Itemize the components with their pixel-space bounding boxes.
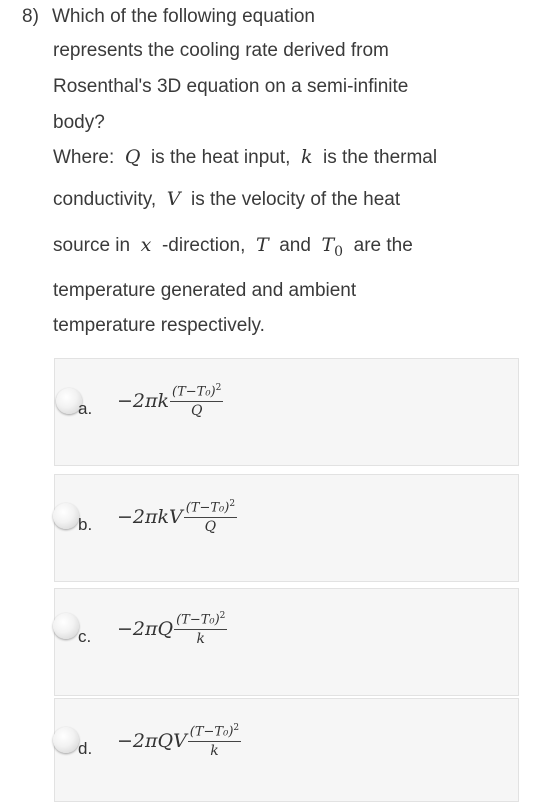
where-text-source: source in xyxy=(53,235,131,256)
symbol-T: T xyxy=(255,234,269,256)
option-letter-b: b. xyxy=(78,515,93,534)
answer-option-b[interactable] xyxy=(54,474,519,582)
where-line-4: temperature generated and ambient xyxy=(53,280,357,301)
fraction-b: $\frac{(T-T_0)^2}{Q}$ xyxy=(185,499,236,536)
answer-option-a[interactable] xyxy=(54,358,519,466)
formula-lead-d: −2πQV xyxy=(117,730,187,753)
where-line-3 xyxy=(53,234,413,260)
denominator-b: Q xyxy=(204,519,217,536)
option-formula-c xyxy=(117,611,227,647)
where-text-velocity: is the velocity of the heat xyxy=(191,189,401,210)
option-letter-a: a. xyxy=(78,399,93,418)
formula-lead-c: −2πQ xyxy=(117,618,174,641)
numerator-d: (T−T₀) xyxy=(189,724,234,740)
symbol-V: V xyxy=(166,188,181,210)
where-line-5: temperature respectively. xyxy=(53,315,265,336)
numerator-a: (T−T₀) xyxy=(172,384,216,400)
denominator-d: k xyxy=(210,743,219,760)
option-letter-c: c. xyxy=(78,627,92,646)
option-formula-a xyxy=(117,383,223,419)
where-text-thermal: is the thermal xyxy=(323,147,438,168)
option-formula-b xyxy=(117,499,237,535)
question-text-line-4: body? xyxy=(53,112,105,133)
where-text-are-the: are the xyxy=(353,235,413,256)
answer-option-d[interactable] xyxy=(54,698,519,802)
where-prefix: Where: xyxy=(53,147,115,168)
symbol-x: x xyxy=(140,234,152,256)
where-text-direction: -direction, xyxy=(161,235,246,256)
where-text-heat-input: is the heat input, xyxy=(150,147,291,168)
radio-button-c[interactable] xyxy=(53,613,79,639)
formula-lead-a: −2πk xyxy=(117,390,170,413)
formula-lead-b: −2πkV xyxy=(117,506,183,529)
where-line-2 xyxy=(53,188,400,211)
radio-button-d[interactable] xyxy=(53,727,79,753)
option-formula-d xyxy=(117,723,241,759)
where-text-and: and xyxy=(279,235,311,256)
option-letter-d: d. xyxy=(78,739,93,758)
question-text-line-1: Which of the following equation xyxy=(52,6,315,27)
question-text-line-2: represents the cooling rate derived from xyxy=(53,40,389,61)
fraction-d: $\frac{(T-T_0)^2}{k}$ xyxy=(189,723,240,760)
numerator-c: (T−T₀) xyxy=(176,612,220,628)
where-line-1 xyxy=(53,146,437,169)
radio-button-b[interactable] xyxy=(53,503,79,529)
fraction-a: $\frac{(T-T_0)^2}{Q}$ xyxy=(172,383,222,420)
symbol-Q: Q xyxy=(124,146,141,168)
symbol-k: k xyxy=(300,146,313,168)
where-text-conductivity: conductivity, xyxy=(53,189,157,210)
denominator-c: k xyxy=(196,631,205,648)
question-text-line-3: Rosenthal's 3D equation on a semi-infinite xyxy=(53,76,409,97)
symbol-T0: $T_0$ xyxy=(321,234,344,260)
answer-option-c[interactable] xyxy=(54,588,519,696)
denominator-a: Q xyxy=(190,403,203,420)
fraction-c: $\frac{(T-T_0)^2}{k}$ xyxy=(176,611,226,648)
numerator-b: (T−T₀) xyxy=(185,500,230,516)
question-number: 8) xyxy=(22,6,39,27)
